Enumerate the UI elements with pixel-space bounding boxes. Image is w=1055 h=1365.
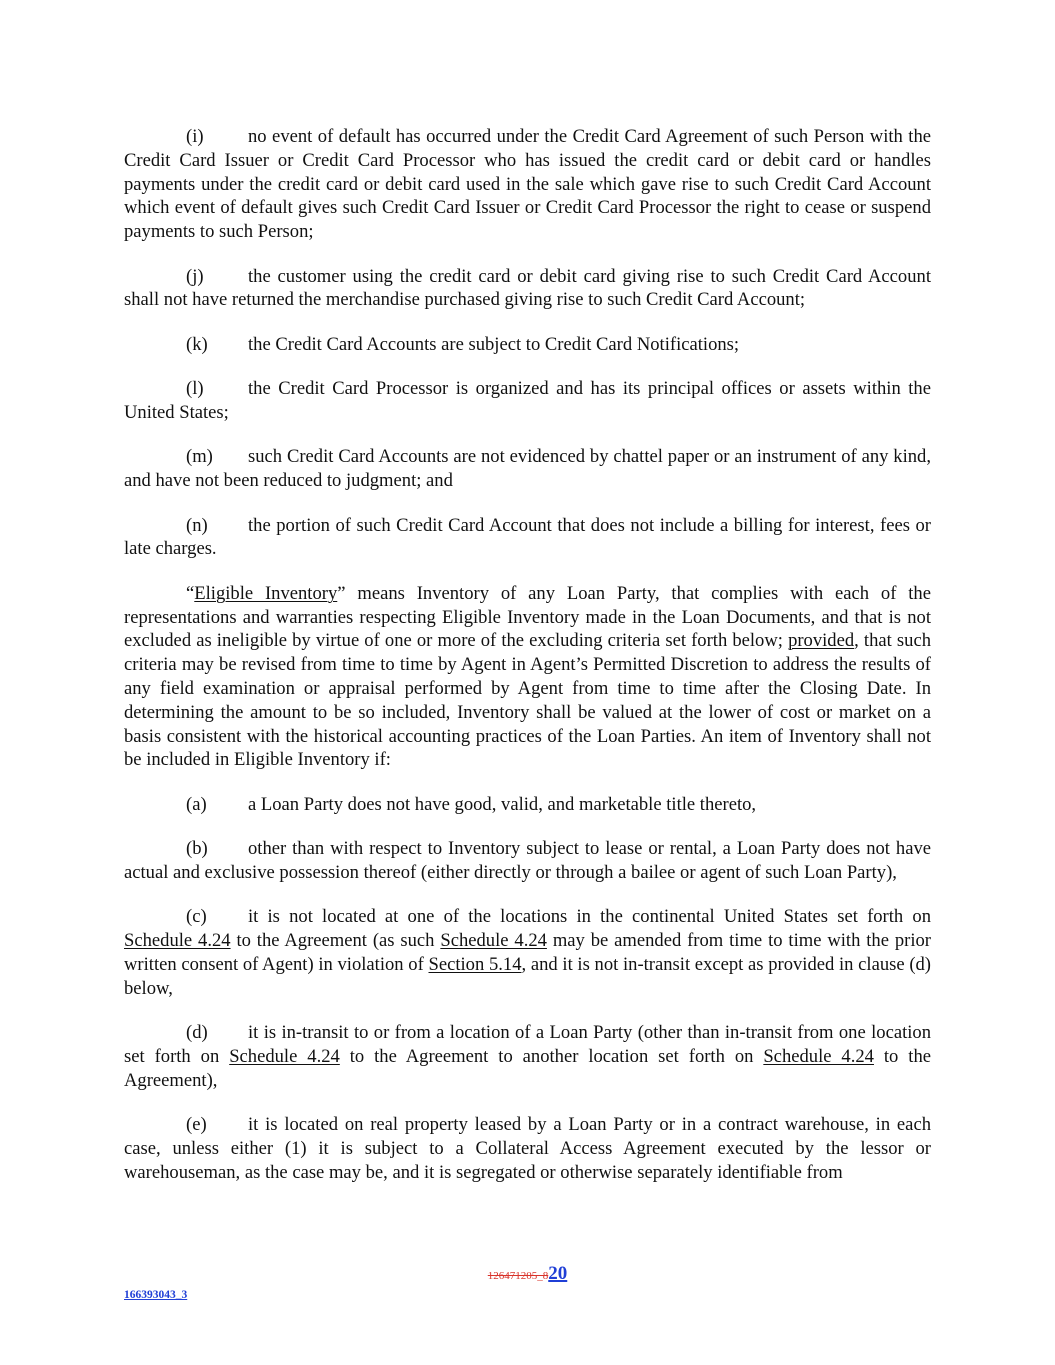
clause-m [124,445,931,493]
clause-text: to the Agreement), [124,1045,932,1091]
clause-number: (n) [186,514,208,536]
open-quote: “ [186,582,195,604]
document-id: 166393043_3 [124,1289,188,1301]
clause-number: (b) [186,838,208,860]
clause-k [124,333,931,357]
clause-text: the Credit Card Accounts are subject to Credit Card Notifications; [248,333,740,355]
clause-n [124,514,931,562]
clause-text: to the Agreement (as such [230,930,441,952]
clause-text: the Credit Card Processor is organized and has its principal offices or assets within the United States; [124,378,931,423]
clause-number: (d) [186,1022,208,1044]
clause-j [124,265,931,313]
definition-text: ” means Inventory of any Loan Party, that complies with each of the representations and warranties respecting Eligible Inventory made in the Loan Documents, and that is not excluded as ineligible by virtue of one or more of the excluding criteria set forth below; [124,582,931,652]
clause-text: a Loan Party does not have good, valid, and marketable title thereto, [248,793,757,815]
clause-e [124,1113,931,1184]
clause-text: it is in-transit to or from a location of a Loan Party (other than in-transit from one location set forth on [124,1022,931,1067]
schedule-reference: Schedule 4.24 [229,1045,340,1067]
clause-number: (c) [186,906,207,928]
clause-text: it is located on real property leased by a Loan Party or in a contract warehouse, in each case, unless either (1) it is subject to a Collateral Access Agreement executed by the lessor or warehouseman, as the case may be, and it is segregated or otherwise separately identifiable from [124,1114,931,1183]
clause-b [124,837,931,885]
clause-text: may be amended from time to time with the prior written consent of Agent) in violation of [124,930,931,975]
clause-text: the portion of such Credit Card Account that does not include a billing for interest, fees or late charges. [124,514,931,560]
page-number-footer [0,1263,1055,1285]
defined-term: Eligible Inventory [194,582,338,604]
schedule-reference: Schedule 4.24 [124,930,231,952]
clause-d [124,1021,931,1092]
clause-text: , and it is not in-transit except as provided in clause (d) below, [124,953,931,999]
clause-number: (k) [186,333,208,355]
clause-text: to the Agreement to another location set forth on [339,1045,764,1067]
page-number: 20 [548,1263,568,1284]
clause-text: such Credit Card Accounts are not evidenced by chattel paper or an instrument of any kind, and have not been reduced to judgment; and [124,446,931,492]
deleted-doc-ref: 126471205_8 [487,1270,549,1282]
clause-number: (e) [186,1114,207,1136]
clause-i [124,125,931,244]
clause-number: (i) [186,126,204,147]
eligible-inventory-definition [124,582,931,772]
section-reference: Section 5.14 [428,953,522,975]
clause-text: it is not located at one of the locations in the continental United States set forth on [248,906,931,928]
clause-c [124,905,931,1000]
clause-number: (j) [186,265,204,287]
provided-term: provided [788,630,855,652]
clause-l [124,377,931,425]
clause-text: the customer using the credit card or debit card giving rise to such Credit Card Account shall not have returned the merchandise purchased giving rise to such Credit Card Account; [124,265,931,311]
clause-text: other than with respect to Inventory subject to lease or rental, a Loan Party does not have actual and exclusive possession thereof (either directly or through a bailee or agent of such Loan Party), [124,838,931,883]
schedule-reference: Schedule 4.24 [440,930,547,952]
schedule-reference: Schedule 4.24 [763,1045,874,1067]
document-body [124,125,931,1205]
definition-rest: , that such criteria may be revised from time to time by Agent in Agent’s Permitted Discretion to address the results of any field examination or appraisal performed by Agent from time to time after the Closing Date. In determining the amount to be so included, Inventory shall be valued at the lower of cost or market on a basis consistent with the historical accounting practices of the Loan Parties. An item of Inventory shall not be included in Eligible Inventory if: [124,630,931,771]
clause-a [124,793,931,817]
clause-number: (a) [186,793,207,815]
clause-number: (l) [186,378,204,400]
clause-number: (m) [186,446,213,468]
clause-text: no event of default has occurred under the Credit Card Agreement of such Person with the Credit Card Issuer or Credit Card Processor who has issued the credit card or debit card or handles payments under the credit card or debit card used in the sale which gave rise to such Credit Card Account which event of default gives such Credit Card Issuer or Credit Card Processor the right to cease or suspend payments to such Person; [124,126,931,243]
